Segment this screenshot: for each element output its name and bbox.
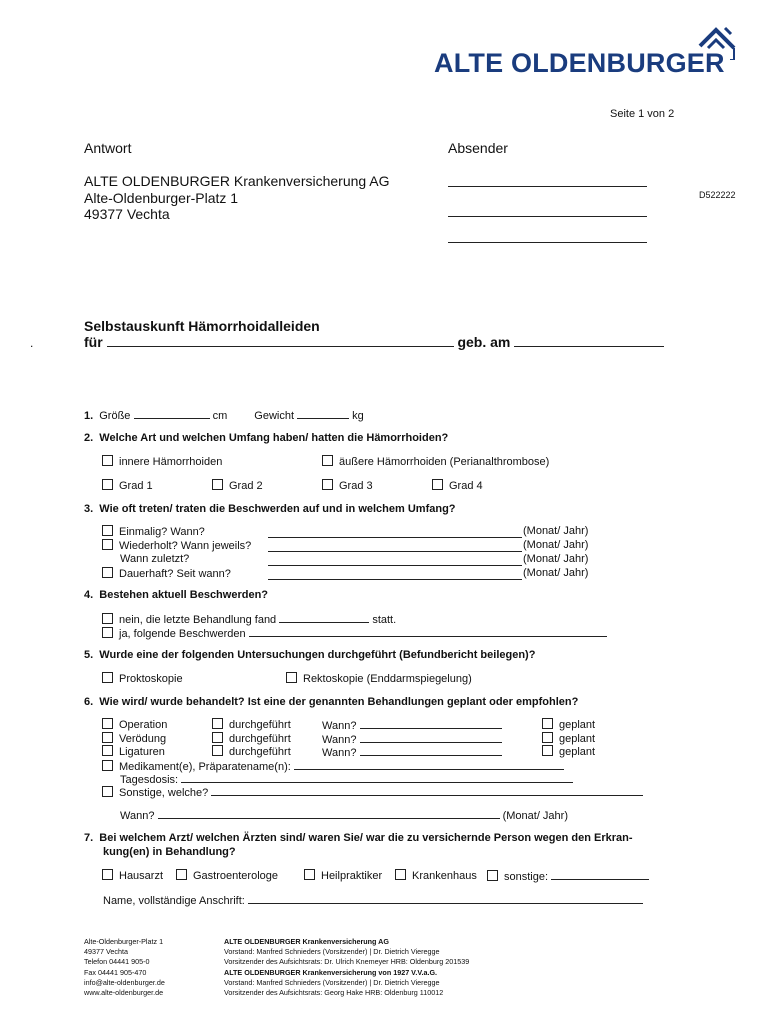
operation-geplant-label: geplant: [559, 719, 596, 731]
form-title: Selbstauskunft Hämorrhoidalleiden: [84, 318, 320, 334]
beschwerden-field[interactable]: [249, 626, 607, 637]
dauerhaft-unit: (Monat/ Jahr): [523, 567, 589, 579]
anschrift-label: Name, vollständige Anschrift:: [103, 895, 245, 907]
grad3-option[interactable]: [322, 479, 373, 492]
footer-board-2: Vorstand: Manfred Schnieders (Vorsitzender) | Dr. Dietrich Vieregge: [224, 977, 440, 987]
q6-question: 6. Wie wird/ wurde behandelt? Ist eine der genannten Behandlungen geplant oder empfohlen?: [84, 696, 579, 708]
ligaturen-wann-field[interactable]: [360, 745, 502, 756]
grad4-option[interactable]: [432, 479, 483, 492]
ligaturen-checkbox[interactable]: [102, 745, 113, 756]
innere-option[interactable]: [102, 455, 222, 468]
veroedung-done-checkbox[interactable]: [212, 732, 223, 743]
aeussere-checkbox[interactable]: [322, 455, 333, 466]
footer-web: www.alte-oldenburger.de: [84, 988, 164, 998]
tagesdosis-row: [120, 772, 573, 786]
zuletzt-field[interactable]: [268, 553, 522, 566]
ligaturen-geplant-label: geplant: [559, 746, 596, 758]
ligaturen-wann: [322, 745, 502, 759]
operation-geplant-checkbox[interactable]: [542, 718, 553, 729]
heil-label: Heilpraktiker: [321, 870, 383, 882]
recipient-line-1: ALTE OLDENBURGER Krankenversicherung AG: [84, 173, 390, 189]
sonstige-field[interactable]: [211, 785, 643, 796]
medikament-option[interactable]: [102, 759, 564, 773]
groesse-field[interactable]: [134, 408, 210, 419]
nein-label: nein, die letzte Behandlung fand: [119, 614, 277, 626]
dauerhaft-field[interactable]: [268, 567, 522, 580]
ja-label: ja, folgende Beschwerden: [119, 628, 246, 640]
einmalig-label: Einmalig? Wann?: [119, 526, 205, 538]
q7-question-line2: kung(en) in Behandlung?: [103, 846, 236, 858]
footer-board-1: Vorstand: Manfred Schnieders (Vorsitzender) | Dr. Dietrich Vieregge: [224, 947, 440, 957]
wiederholt-label: Wiederholt? Wann jeweils?: [119, 540, 252, 552]
company-logo: [434, 24, 744, 80]
recipient-line-2: Alte-Oldenburger-Platz 1: [84, 190, 239, 206]
footer-email: info@alte-oldenburger.de: [84, 977, 165, 987]
aeussere-option[interactable]: [322, 455, 549, 468]
q2-question: 2. Welche Art und welchen Umfang haben/ hatten die Hämorrhoiden?: [84, 432, 449, 444]
gewicht-field[interactable]: [297, 408, 349, 419]
gastro-checkbox[interactable]: [176, 869, 187, 880]
rekto-label: Rektoskopie (Enddarmspiegelung): [303, 673, 472, 685]
absender-field-2[interactable]: [448, 202, 647, 217]
medikament-label: Medikament(e), Präparatename(n):: [119, 761, 291, 773]
grad3-label: Grad 3: [339, 480, 373, 492]
q7-question-line1: 7. Bei welchem Arzt/ welchen Ärzten sind/ waren Sie/ war die zu versichernde Person wegen den Erkran-: [84, 832, 633, 844]
grad2-checkbox[interactable]: [212, 479, 223, 490]
hausarzt-checkbox[interactable]: [102, 869, 113, 880]
operation-geplant-option[interactable]: [542, 718, 595, 731]
footer-company-2: ALTE OLDENBURGER Krankenversicherung von 1927 V.V.a.G.: [224, 967, 438, 977]
einmalig-checkbox[interactable]: [102, 525, 113, 536]
logo-text: ALTE OLDENBURGER: [434, 48, 725, 78]
gewicht-label: Gewicht: [254, 410, 295, 422]
nein-option[interactable]: [102, 612, 396, 626]
footer-fax: Fax 04441 905-470: [84, 967, 147, 977]
footer-company-1: ALTE OLDENBURGER Krankenversicherung AG: [224, 937, 389, 946]
absender-label: Absender: [448, 140, 508, 156]
sonstige-label: Sonstige, welche?: [119, 787, 209, 799]
tagesdosis-field[interactable]: [181, 772, 573, 783]
anschrift-row: [103, 893, 643, 907]
name-field[interactable]: [107, 334, 454, 347]
antwort-label: Antwort: [84, 140, 132, 156]
grad4-label: Grad 4: [449, 480, 483, 492]
innere-label: innere Hämorrhoiden: [119, 456, 223, 468]
statt-label: statt.: [372, 614, 397, 626]
operation-done-checkbox[interactable]: [212, 718, 223, 729]
grad1-checkbox[interactable]: [102, 479, 113, 490]
veroedung-geplant-option[interactable]: [542, 732, 595, 745]
wiederholt-field[interactable]: [268, 539, 522, 552]
q5-question: 5. Wurde eine der folgenden Untersuchungen durchgeführt (Befundbericht beilegen)?: [84, 649, 536, 661]
operation-wann: [322, 718, 502, 732]
innere-checkbox[interactable]: [102, 455, 113, 466]
wiederholt-unit: (Monat/ Jahr): [523, 539, 589, 551]
sonstige-checkbox[interactable]: [102, 786, 113, 797]
q7-sonstige-label: sonstige:: [504, 871, 549, 883]
veroedung-geplant-label: geplant: [559, 733, 596, 745]
veroedung-wann-label: Wann?: [322, 734, 357, 746]
kranken-label: Krankenhaus: [412, 870, 477, 882]
dauerhaft-checkbox[interactable]: [102, 567, 113, 578]
absender-field-1[interactable]: [448, 172, 647, 187]
geb-label: geb. am: [457, 334, 511, 350]
wiederholt-option[interactable]: [102, 539, 251, 552]
grad2-label: Grad 2: [229, 480, 263, 492]
ja-option[interactable]: [102, 626, 607, 640]
einmalig-unit: (Monat/ Jahr): [523, 525, 589, 537]
veroedung-done-label: durchgeführt: [229, 733, 291, 745]
hausarzt-label: Hausarzt: [119, 870, 164, 882]
ligaturen-geplant-option[interactable]: [542, 745, 595, 758]
tagesdosis-label: Tagesdosis:: [120, 774, 179, 786]
zuletzt-label: Wann zuletzt?: [120, 553, 190, 565]
q4-question: 4. Bestehen aktuell Beschwerden?: [84, 589, 269, 601]
veroedung-option[interactable]: [102, 732, 166, 745]
q7-sonstige-option[interactable]: [487, 869, 649, 883]
sonstige-wann-unit: (Monat/ Jahr): [502, 810, 568, 822]
einmalig-option[interactable]: [102, 525, 205, 538]
rekto-checkbox[interactable]: [286, 672, 297, 683]
heil-option[interactable]: [304, 869, 382, 882]
ligaturen-wann-label: Wann?: [322, 747, 357, 759]
wiederholt-checkbox[interactable]: [102, 539, 113, 550]
birthdate-field[interactable]: [514, 334, 664, 347]
ligaturen-done-option[interactable]: [212, 745, 291, 758]
kg-unit: kg: [352, 410, 364, 422]
grad2-option[interactable]: [212, 479, 263, 492]
operation-wann-label: Wann?: [322, 720, 357, 732]
einmalig-field[interactable]: [268, 525, 522, 538]
ja-checkbox[interactable]: [102, 627, 113, 638]
prokto-label: Proktoskopie: [119, 673, 183, 685]
footer-right: [224, 937, 469, 998]
cm-unit: cm: [212, 410, 228, 422]
footer-phone: Telefon 04441 905-0: [84, 957, 150, 967]
fuer-row: [84, 334, 664, 350]
ligaturen-geplant-checkbox[interactable]: [542, 745, 553, 756]
groesse-label: Größe: [99, 410, 131, 422]
doc-code: D522222: [699, 190, 736, 200]
gastro-option[interactable]: [176, 869, 278, 882]
q1-number: 1.: [84, 410, 94, 422]
veroedung-geplant-checkbox[interactable]: [542, 732, 553, 743]
sonstige-wann-label: Wann?: [120, 810, 155, 822]
footer-left: [84, 937, 165, 998]
operation-done-option[interactable]: [212, 718, 291, 731]
rekto-option[interactable]: [286, 672, 472, 685]
medikament-checkbox[interactable]: [102, 760, 113, 771]
recipient-line-3: 49377 Vechta: [84, 206, 170, 222]
veroedung-done-option[interactable]: [212, 732, 291, 745]
heil-checkbox[interactable]: [304, 869, 315, 880]
absender-field-3[interactable]: [448, 228, 647, 243]
medikament-field[interactable]: [294, 759, 564, 770]
prokto-option[interactable]: [102, 672, 183, 685]
hausarzt-option[interactable]: [102, 869, 163, 882]
sonstige-wann-field[interactable]: [158, 808, 500, 819]
page-indicator: Seite 1 von 2: [610, 108, 675, 120]
grad3-checkbox[interactable]: [322, 479, 333, 490]
q1-row: [84, 408, 364, 422]
footer-street: Alte-Oldenburger-Platz 1: [84, 937, 164, 946]
margin-dot: .: [30, 336, 34, 350]
ligaturen-option[interactable]: [102, 745, 165, 758]
ligaturen-label: Ligaturen: [119, 746, 165, 758]
grad1-label: Grad 1: [119, 480, 153, 492]
fuer-label: für: [84, 334, 103, 350]
operation-label: Operation: [119, 719, 168, 731]
veroedung-wann: [322, 732, 502, 746]
sonstige-wann-row: [120, 808, 568, 822]
letzte-behandlung-field[interactable]: [279, 612, 369, 623]
footer-supervisory-1: Vorsitzender des Aufsichtsrats: Dr. Ulrich Knemeyer HRB: Oldenburg 201539: [224, 957, 470, 967]
veroedung-checkbox[interactable]: [102, 732, 113, 743]
operation-option[interactable]: [102, 718, 167, 731]
operation-done-label: durchgeführt: [229, 719, 291, 731]
q7-sonstige-field[interactable]: [551, 869, 649, 880]
operation-wann-field[interactable]: [360, 718, 502, 729]
sonstige-option[interactable]: [102, 785, 643, 799]
dauerhaft-option[interactable]: [102, 567, 231, 580]
anschrift-field[interactable]: [248, 893, 643, 904]
q3-question: 3. Wie oft treten/ traten die Beschwerden auf und in welchem Umfang?: [84, 503, 456, 515]
dauerhaft-label: Dauerhaft? Seit wann?: [119, 568, 231, 580]
grad1-option[interactable]: [102, 479, 153, 492]
q7-sonstige-checkbox[interactable]: [487, 870, 498, 881]
kranken-checkbox[interactable]: [395, 869, 406, 880]
nein-checkbox[interactable]: [102, 613, 113, 624]
aeussere-label: äußere Hämorrhoiden (Perianalthrombose): [339, 456, 550, 468]
ligaturen-done-label: durchgeführt: [229, 746, 291, 758]
prokto-checkbox[interactable]: [102, 672, 113, 683]
ligaturen-done-checkbox[interactable]: [212, 745, 223, 756]
veroedung-wann-field[interactable]: [360, 732, 502, 743]
operation-checkbox[interactable]: [102, 718, 113, 729]
zuletzt-unit: (Monat/ Jahr): [523, 553, 589, 565]
gastro-label: Gastroenterologe: [193, 870, 278, 882]
veroedung-label: Verödung: [119, 733, 167, 745]
footer-city: 49377 Vechta: [84, 947, 128, 957]
grad4-checkbox[interactable]: [432, 479, 443, 490]
footer-supervisory-2: Vorsitzender des Aufsichtsrats: Georg Hake HRB: Oldenburg 110012: [224, 988, 444, 998]
kranken-option[interactable]: [395, 869, 477, 882]
